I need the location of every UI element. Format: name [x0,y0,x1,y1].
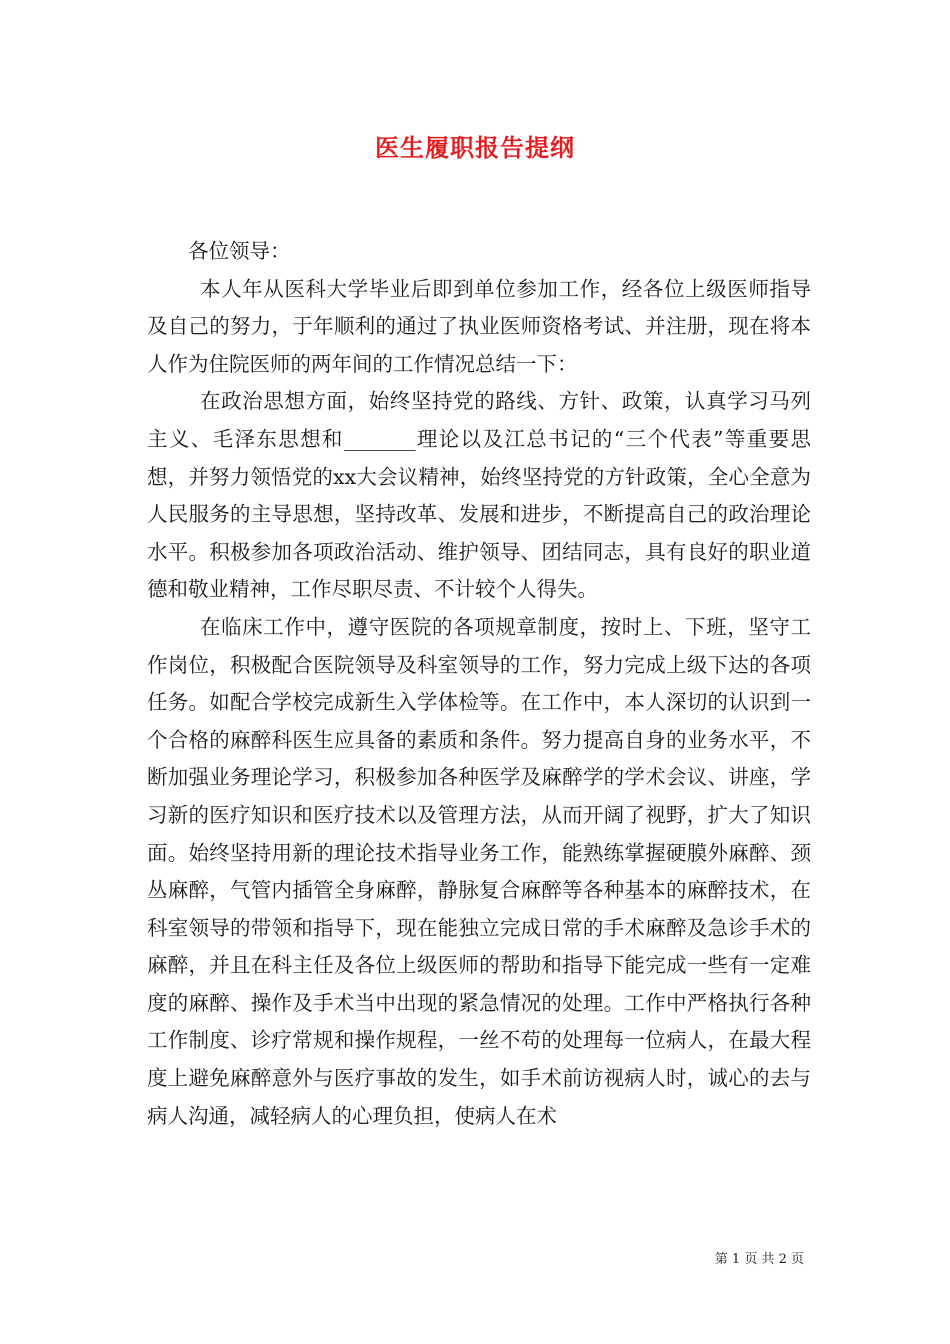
salutation: 各位领导： [188,239,291,263]
document-title: 医生履职报告提纲 [375,133,575,162]
document-body [147,233,811,1135]
paragraph-political [147,383,811,609]
paragraph-political-part2: 理论以及江总书记的“三个代表”等重要思想，并努力领悟党的xx大会议精神，始终坚持党的方针政策，全心全意为人民服务的主导思想，坚持改革、发展和进步，不断提高自己的政治理论水平。积极参加各项政治活动、维护领导、团结同志，具有良好的职业道德和敬业精神，工作尽职尽责、不计较个人得失。 [147,426,811,602]
paragraph-intro: 本人年从医科大学毕业后即到单位参加工作，经各位上级医师指导及自己的努力，于年顺利的通过了执业医师资格考试、并注册，现在将本人作为住院医师的两年间的工作情况总结一下： [147,276,811,376]
paragraph-clinical: 在临床工作中，遵守医院的各项规章制度，按时上、下班，坚守工作岗位，积极配合医院领导及科室领导的工作，努力完成上级下达的各项任务。如配合学校完成新生入学体检等。在工作中，本人深切的认识到一个合格的麻醉科医生应具备的素质和条件。努力提高自身的业务水平，不断加强业务理论学习，积极参加各种医学及麻醉学的学术会议、讲座，学习新的医疗知识和医疗技术以及管理方法，从而开阔了视野，扩大了知识面。始终坚持用新的理论技术指导业务工作，能熟练掌握硬膜外麻醉、颈丛麻醉，气管内插管全身麻醉，静脉复合麻醉等各种基本的麻醉技术，在科室领导的带领和指导下，现在能独立完成日常的手术麻醉及急诊手术的麻醉，并且在科主任及各位上级医师的帮助和指导下能完成一些有一定难度的麻醉、操作及手术当中出现的紧急情况的处理。工作中严格执行各种工作制度、诊疗常规和操作规程，一丝不苟的处理每一位病人，在最大程度上避免麻醉意外与医疗事故的发生，如手术前访视病人时，诚心的去与病人沟通，减轻病人的心理负担，使病人在术 [147,614,811,1128]
paragraph-political-part1: 在政治思想方面，始终坚持党的路线、方针、政策，认真学习马列主义、毛泽东思想和 [147,389,811,451]
fill-in-blank: _______ [343,426,416,451]
page-number-footer: 第 1 页 共 2 页 [714,1252,804,1267]
